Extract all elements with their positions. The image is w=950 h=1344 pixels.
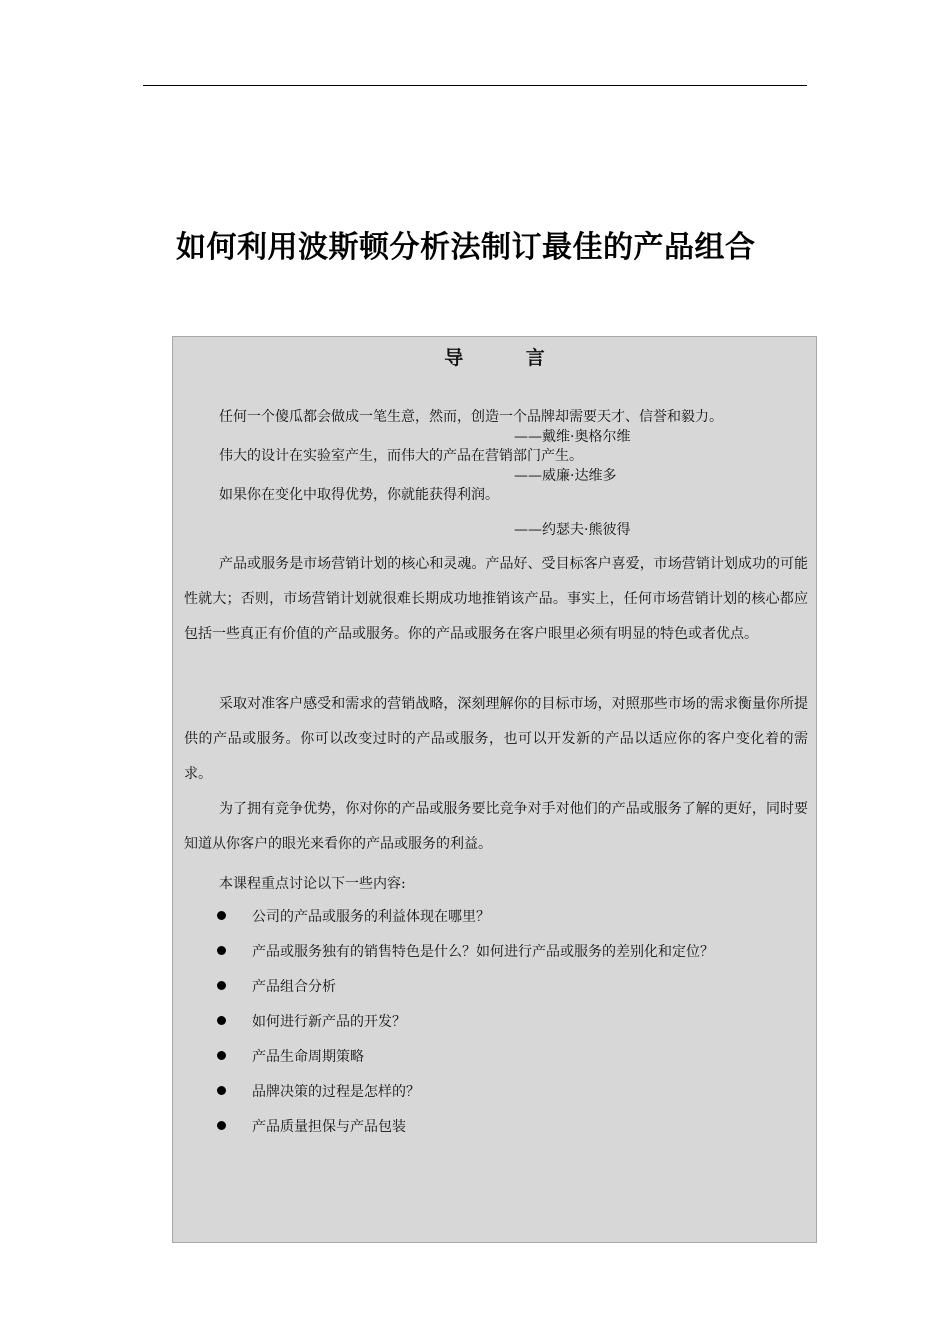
list-item [217,1108,714,1143]
list-item-text: 如何进行新产品的开发？ [252,1013,406,1030]
list-item-text: 产品质量担保与产品包装 [252,1118,406,1135]
list-item [217,1003,714,1038]
quote-attribution: ——威廉·达维多 [514,468,617,484]
list-item-text: 品牌决策的过程是怎样的？ [252,1083,420,1100]
list-item-text: 产品生命周期策略 [252,1048,364,1065]
quote-text: 任何一个傻瓜都会做成一笔生意，然而，创造一个品牌却需要天才、信誉和毅力。 [219,409,723,425]
introduction-heading: 导 言 [444,347,573,369]
bullet-icon [217,1086,226,1095]
quote-text: 伟大的设计在实验室产生，而伟大的产品在营销部门产生。 [219,448,583,464]
bullet-icon [217,911,226,920]
quote-text: 如果你在变化中取得优势，你就能获得利润。 [219,487,499,503]
document-title: 如何利用波斯顿分析法制订最佳的产品组合 [176,230,756,265]
body-paragraph: 为了拥有竞争优势，你对你的产品或服务要比竞争对手对他们的产品或服务了解的更好，同时要知道从你客户的眼光来看你的产品或服务的利益。 [184,801,808,852]
topics-list [217,898,714,1143]
quote-attribution: ——约瑟夫·熊彼得 [514,522,631,538]
list-item [217,1073,714,1108]
bullet-icon [217,1121,226,1130]
body-paragraph: 产品或服务是市场营销计划的核心和灵魂。产品好、受目标客户喜爱，市场营销计划成功的可能性就大；否则，市场营销计划就很难长期成功地推销该产品。事实上，任何市场营销计划的核心都应包括一些真正有价值的产品或服务。你的产品或服务在客户眼里必须有明显的特色或者优点。 [184,556,808,642]
list-item-text: 产品或服务独有的销售特色是什么？如何进行产品或服务的差别化和定位？ [252,943,714,960]
topics-intro: 本课程重点讨论以下一些内容: [219,876,406,892]
bullet-icon [217,1016,226,1025]
list-item [217,1038,714,1073]
list-item-text: 公司的产品或服务的利益体现在哪里？ [252,908,490,925]
bullet-icon [217,981,226,990]
list-item [217,933,714,968]
body-paragraph: 采取对准客户感受和需求的营销战略，深刻理解你的目标市场，对照那些市场的需求衡量你所提供的产品或服务。你可以改变过时的产品或服务，也可以开发新的产品以适应你的客户变化着的需求。 [184,696,808,782]
introduction-box [172,336,817,1243]
quote-attribution: ——戴维·奥格尔维 [514,429,631,445]
bullet-icon [217,1051,226,1060]
list-item [217,898,714,933]
list-item [217,968,714,1003]
bullet-icon [217,946,226,955]
list-item-text: 产品组合分析 [252,978,336,995]
header-rule [143,85,807,86]
